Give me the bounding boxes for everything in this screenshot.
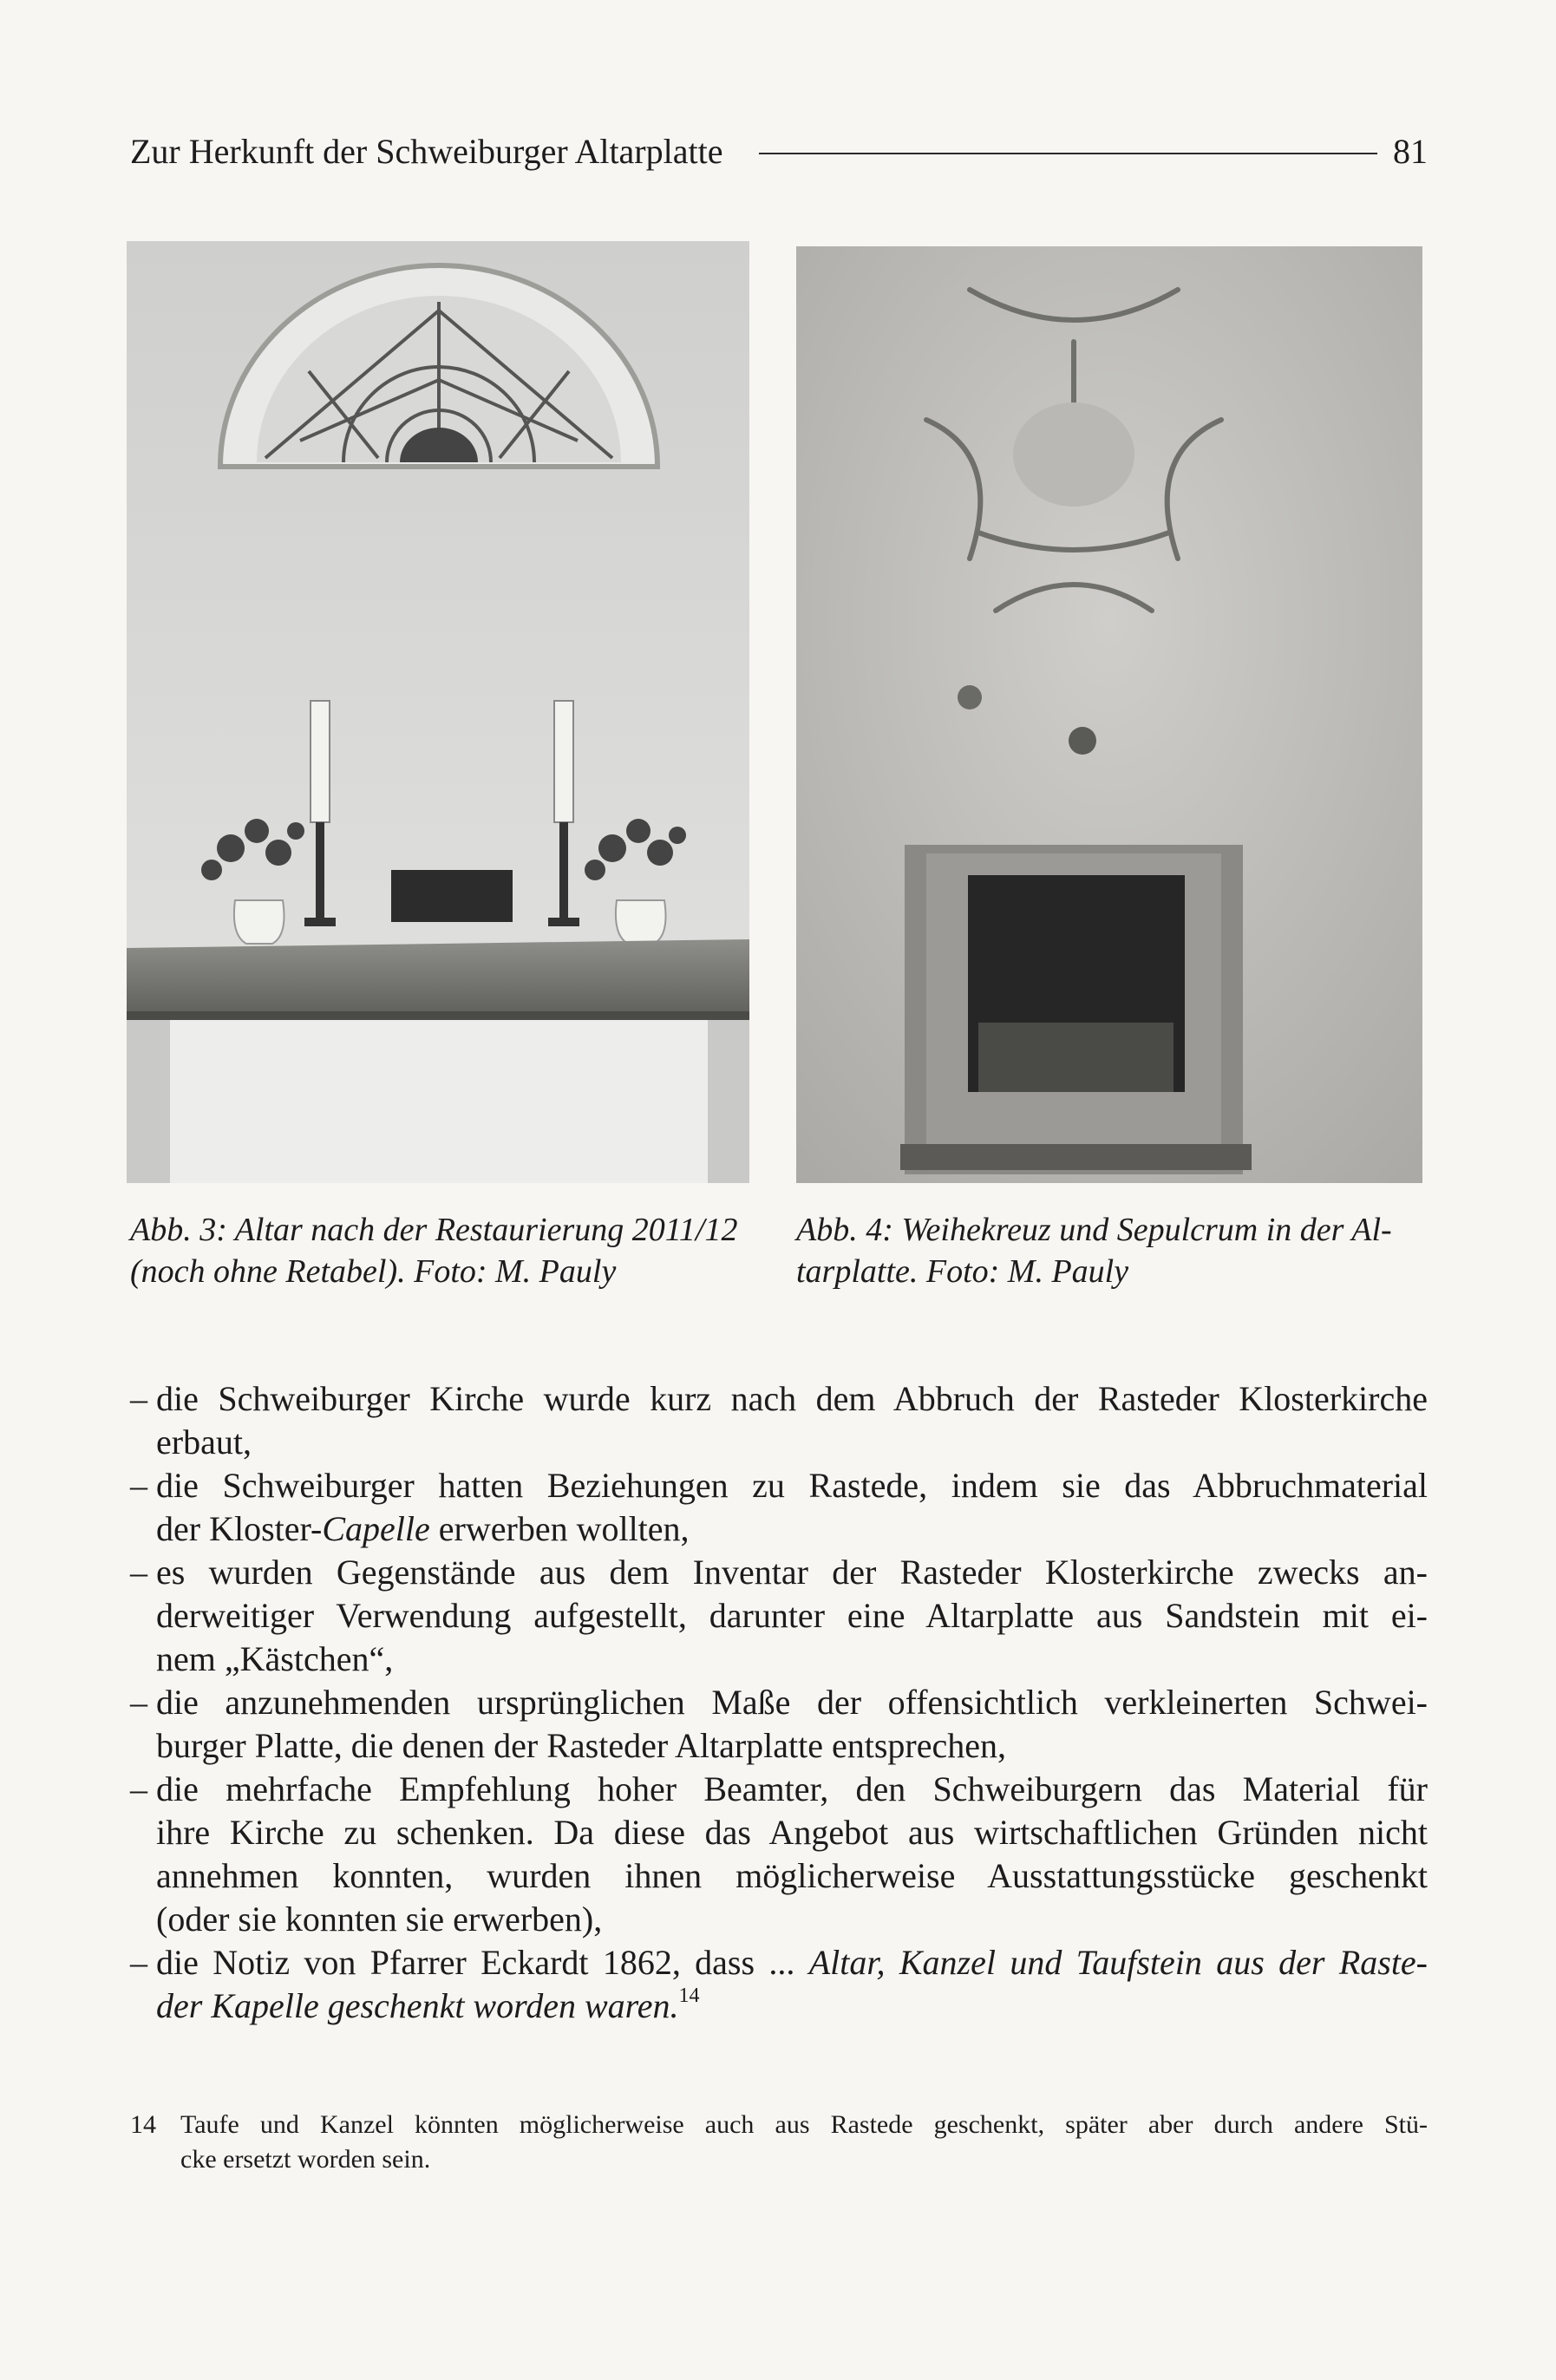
caption-line: Abb. 3: Altar nach der Restaurierung 2011/12 <box>130 1212 738 1248</box>
list-line: die Schweiburger hatten Beziehungen zu Rastede, indem sie das Abbruchmaterial <box>156 1466 1428 1505</box>
list-item <box>130 1464 1428 1551</box>
list-line: ihre Kirche zu schenken. Da diese das Angebot aus wirtschaftlichen Gründen nicht <box>156 1813 1428 1852</box>
list-dash: – <box>130 1683 147 1722</box>
figure-abb4 <box>796 246 1422 1183</box>
consecration-cross-sepulcrum-photo-icon <box>796 246 1422 1183</box>
altar-photo-icon <box>127 241 749 1183</box>
caption-abb3 <box>130 1209 755 1292</box>
list-line: die mehrfache Empfehlung hoher Beamter, den Schweiburgern das Material für <box>156 1769 1428 1808</box>
caption-line: (noch ohne Retabel). Foto: M. Pauly <box>130 1253 617 1290</box>
list-item <box>130 1377 1428 1464</box>
page-number: 81 <box>1393 131 1428 171</box>
text-run: der Kloster- <box>156 1509 323 1548</box>
text-run: die Notiz von Pfarrer Eckardt 1862, dass ... <box>156 1943 809 1982</box>
list-dash: – <box>130 1379 147 1418</box>
list-dash: – <box>130 1553 147 1592</box>
list-item <box>130 1768 1428 1941</box>
figure-abb3 <box>127 241 749 1183</box>
footnote <box>130 2108 1428 2177</box>
caption-line: Abb. 4: Weihekreuz und Sepulcrum in der Al- <box>796 1212 1392 1248</box>
list-line: die Schweiburger Kirche wurde kurz nach dem Abbruch der Rasteder Klosterkirche <box>156 1379 1428 1418</box>
list-dash: – <box>130 1769 147 1808</box>
list-dash: – <box>130 1943 147 1982</box>
footnote-line: Taufe und Kanzel könnten möglicherweise auch aus Rastede geschenkt, später aber durch andere Stü- <box>180 2110 1428 2139</box>
list-line <box>156 1941 1428 1984</box>
list-line: erbaut, <box>156 1422 252 1461</box>
list-line: burger Platte, die denen der Rasteder Altarplatte entsprechen, <box>156 1726 1006 1765</box>
list-item <box>130 1551 1428 1681</box>
header-rule <box>759 153 1377 154</box>
emphasis: Altar, Kanzel und Taufstein aus der Raste- <box>808 1943 1429 1982</box>
emphasis: der Kapelle geschenkt worden waren. <box>156 1986 679 2025</box>
footnote-ref: 14 <box>678 1984 700 2007</box>
footnote-line: cke ersetzt worden sein. <box>180 2145 431 2174</box>
list-line: (oder sie konnten sie erwerben), <box>156 1899 603 1939</box>
list-item <box>130 1681 1428 1768</box>
argument-list <box>130 1377 1428 2028</box>
footnote-number: 14 <box>130 2110 156 2139</box>
caption-abb4 <box>796 1209 1429 1292</box>
caption-line: tarplatte. Foto: M. Pauly <box>796 1253 1129 1290</box>
running-header <box>130 128 1428 173</box>
list-line <box>156 1507 1428 1551</box>
running-title: Zur Herkunft der Schweiburger Altarplatte <box>130 131 723 171</box>
list-line: nem „Kästchen“, <box>156 1639 394 1678</box>
list-dash: – <box>130 1466 147 1505</box>
emphasis: Capelle <box>322 1509 430 1548</box>
list-line: es wurden Gegenstände aus dem Inventar der Rasteder Klosterkirche zwecks an- <box>156 1553 1428 1592</box>
list-line: derweitiger Verwendung aufgestellt, darunter eine Altarplatte aus Sandstein mit ei- <box>156 1596 1428 1635</box>
text-run: erwerben wollten, <box>429 1509 690 1548</box>
list-line: annehmen konnten, wurden ihnen möglicherweise Ausstattungsstücke geschenkt <box>156 1856 1428 1895</box>
list-line: die anzunehmenden ursprünglichen Maße der offensichtlich verkleinerten Schwei- <box>156 1683 1428 1722</box>
list-line <box>156 1984 1428 2028</box>
list-item <box>130 1941 1428 2028</box>
